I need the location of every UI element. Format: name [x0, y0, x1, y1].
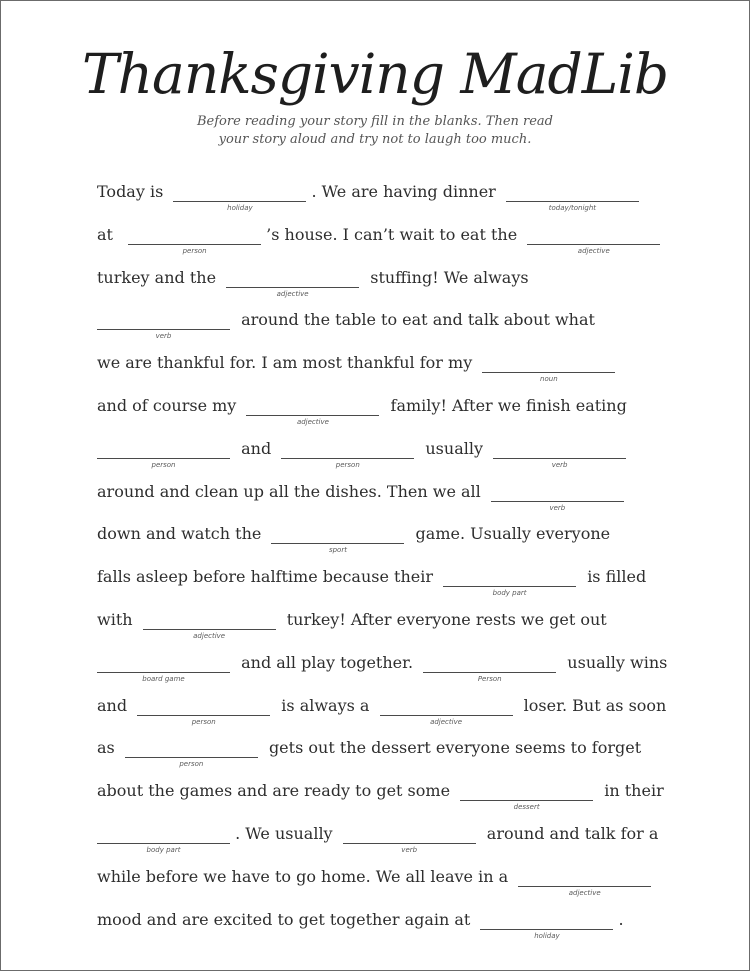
blank-adjective[interactable]	[527, 222, 660, 255]
blank-verb[interactable]	[97, 307, 230, 341]
story-text: is filled	[587, 567, 647, 587]
story-line-6	[97, 393, 677, 436]
blank-hint: sport	[328, 546, 347, 555]
story-line-15	[97, 778, 677, 821]
story-text: mood and are excited to get together again at	[97, 909, 471, 929]
story-line-16	[97, 821, 677, 864]
story-text: . We usually	[235, 823, 333, 843]
story-line-11	[97, 607, 677, 650]
story-line-13	[97, 693, 677, 736]
story-text: falls asleep before halftime because their	[97, 567, 433, 587]
blank-hint: adjective	[577, 246, 610, 255]
blank-person[interactable]	[423, 650, 556, 683]
story-line-9	[97, 521, 677, 564]
story-text: and	[97, 695, 128, 715]
story-body	[97, 179, 677, 949]
story-text: gets out the dessert everyone seems to forget	[268, 738, 642, 758]
story-line-8	[97, 479, 677, 522]
story-text: Today is	[97, 182, 164, 201]
blank-hint: adjective	[296, 417, 329, 426]
story-text: around and talk for a	[486, 823, 659, 843]
blank-hint: adjective	[568, 888, 601, 897]
blank-hint: verb	[549, 503, 566, 512]
blank-adjective[interactable]	[518, 864, 651, 897]
blank-hint: Person	[477, 674, 502, 683]
blank-hint: adjective	[193, 631, 226, 640]
story-line-2	[97, 222, 677, 265]
blank-verb[interactable]	[343, 821, 476, 854]
blank-hint: today/tonight	[548, 204, 597, 212]
story-line-12	[97, 650, 677, 693]
blank-hint: holiday	[534, 931, 560, 940]
story-text: around the table to eat and talk about what	[241, 310, 595, 330]
blank-hint: person	[151, 460, 176, 469]
instructions-line-2: your story aloud and try not to laugh too much.	[218, 132, 532, 147]
story-text: as	[97, 738, 115, 758]
blank-hint: body part	[492, 589, 527, 598]
blank-person[interactable]	[137, 693, 270, 726]
story-line-14	[97, 735, 677, 778]
story-text: while before we have to go home. We all leave in a	[97, 866, 509, 886]
blank-today-tonight[interactable]	[506, 179, 639, 212]
story-text: turkey and the	[97, 267, 217, 287]
blank-body-part[interactable]	[97, 821, 230, 854]
blank-adjective[interactable]	[226, 265, 359, 298]
story-text: usually wins	[567, 652, 668, 672]
blank-adjective[interactable]	[143, 607, 276, 640]
story-line-1	[97, 179, 677, 222]
blank-hint: noun	[540, 375, 558, 384]
story-text: .	[618, 909, 624, 929]
blank-hint: dessert	[513, 803, 540, 812]
story-text: about the games and are ready to get some	[97, 781, 451, 801]
story-line-4	[97, 307, 677, 350]
story-line-18	[97, 907, 677, 950]
story-text: and of course my	[97, 395, 237, 415]
story-line-5	[97, 350, 677, 393]
blank-hint: verb	[155, 332, 172, 341]
story-text: in their	[604, 781, 664, 801]
blank-verb[interactable]	[493, 436, 626, 469]
blank-adjective[interactable]	[380, 693, 513, 726]
blank-person[interactable]	[281, 436, 414, 469]
story-text: and	[241, 438, 272, 458]
instructions-line-1: Before reading your story fill in the blanks. Then read	[196, 114, 554, 129]
story-text: ’s house. I can’t wait to eat the	[266, 224, 518, 244]
story-text: stuffing! We always	[370, 267, 529, 287]
story-text: around and clean up all the dishes. Then we all	[97, 481, 481, 501]
blank-hint: person	[182, 246, 207, 255]
blank-holiday[interactable]	[173, 179, 306, 212]
blank-person[interactable]	[128, 222, 261, 255]
blank-hint: adjective	[276, 289, 309, 298]
story-text: turkey! After everyone rests we get out	[286, 609, 607, 629]
story-text: and all play together.	[241, 652, 414, 672]
story-text: we are thankful for. I am most thankful for my	[97, 353, 473, 373]
story-text: usually	[425, 438, 484, 458]
blank-adjective[interactable]	[246, 393, 379, 426]
blank-board-game[interactable]	[97, 650, 230, 683]
story-text: with	[97, 609, 133, 629]
story-line-17	[97, 864, 677, 907]
story-text: game. Usually everyone	[415, 524, 611, 544]
blank-hint: person	[335, 460, 360, 469]
blank-hint: verb	[401, 845, 418, 854]
blank-hint: adjective	[430, 717, 463, 726]
blank-hint: verb	[551, 460, 568, 469]
blank-hint: person	[191, 717, 216, 726]
story-line-3	[97, 265, 677, 308]
story-text: loser. But as soon	[523, 695, 667, 715]
story-line-7	[97, 436, 677, 479]
story-text: is always a	[281, 695, 370, 715]
page-title: Thanksgiving MadLib	[81, 42, 669, 106]
blank-hint: holiday	[227, 204, 253, 212]
blank-hint: board game	[142, 674, 185, 683]
blank-body-part[interactable]	[443, 564, 576, 598]
blank-noun[interactable]	[482, 350, 615, 384]
story-text: . We are having dinner	[311, 182, 496, 201]
blank-hint: body part	[146, 845, 181, 854]
story-text: family! After we finish eating	[390, 395, 627, 415]
blank-sport[interactable]	[271, 521, 404, 555]
story-line-10	[97, 564, 677, 607]
blank-person[interactable]	[125, 735, 258, 769]
story-text: down and watch the	[97, 524, 262, 544]
blank-hint: person	[179, 760, 204, 769]
blank-holiday[interactable]	[480, 907, 613, 940]
blank-dessert[interactable]	[460, 778, 593, 812]
story-text: at	[97, 224, 113, 244]
blank-verb[interactable]	[491, 479, 624, 512]
blank-person[interactable]	[97, 436, 230, 469]
